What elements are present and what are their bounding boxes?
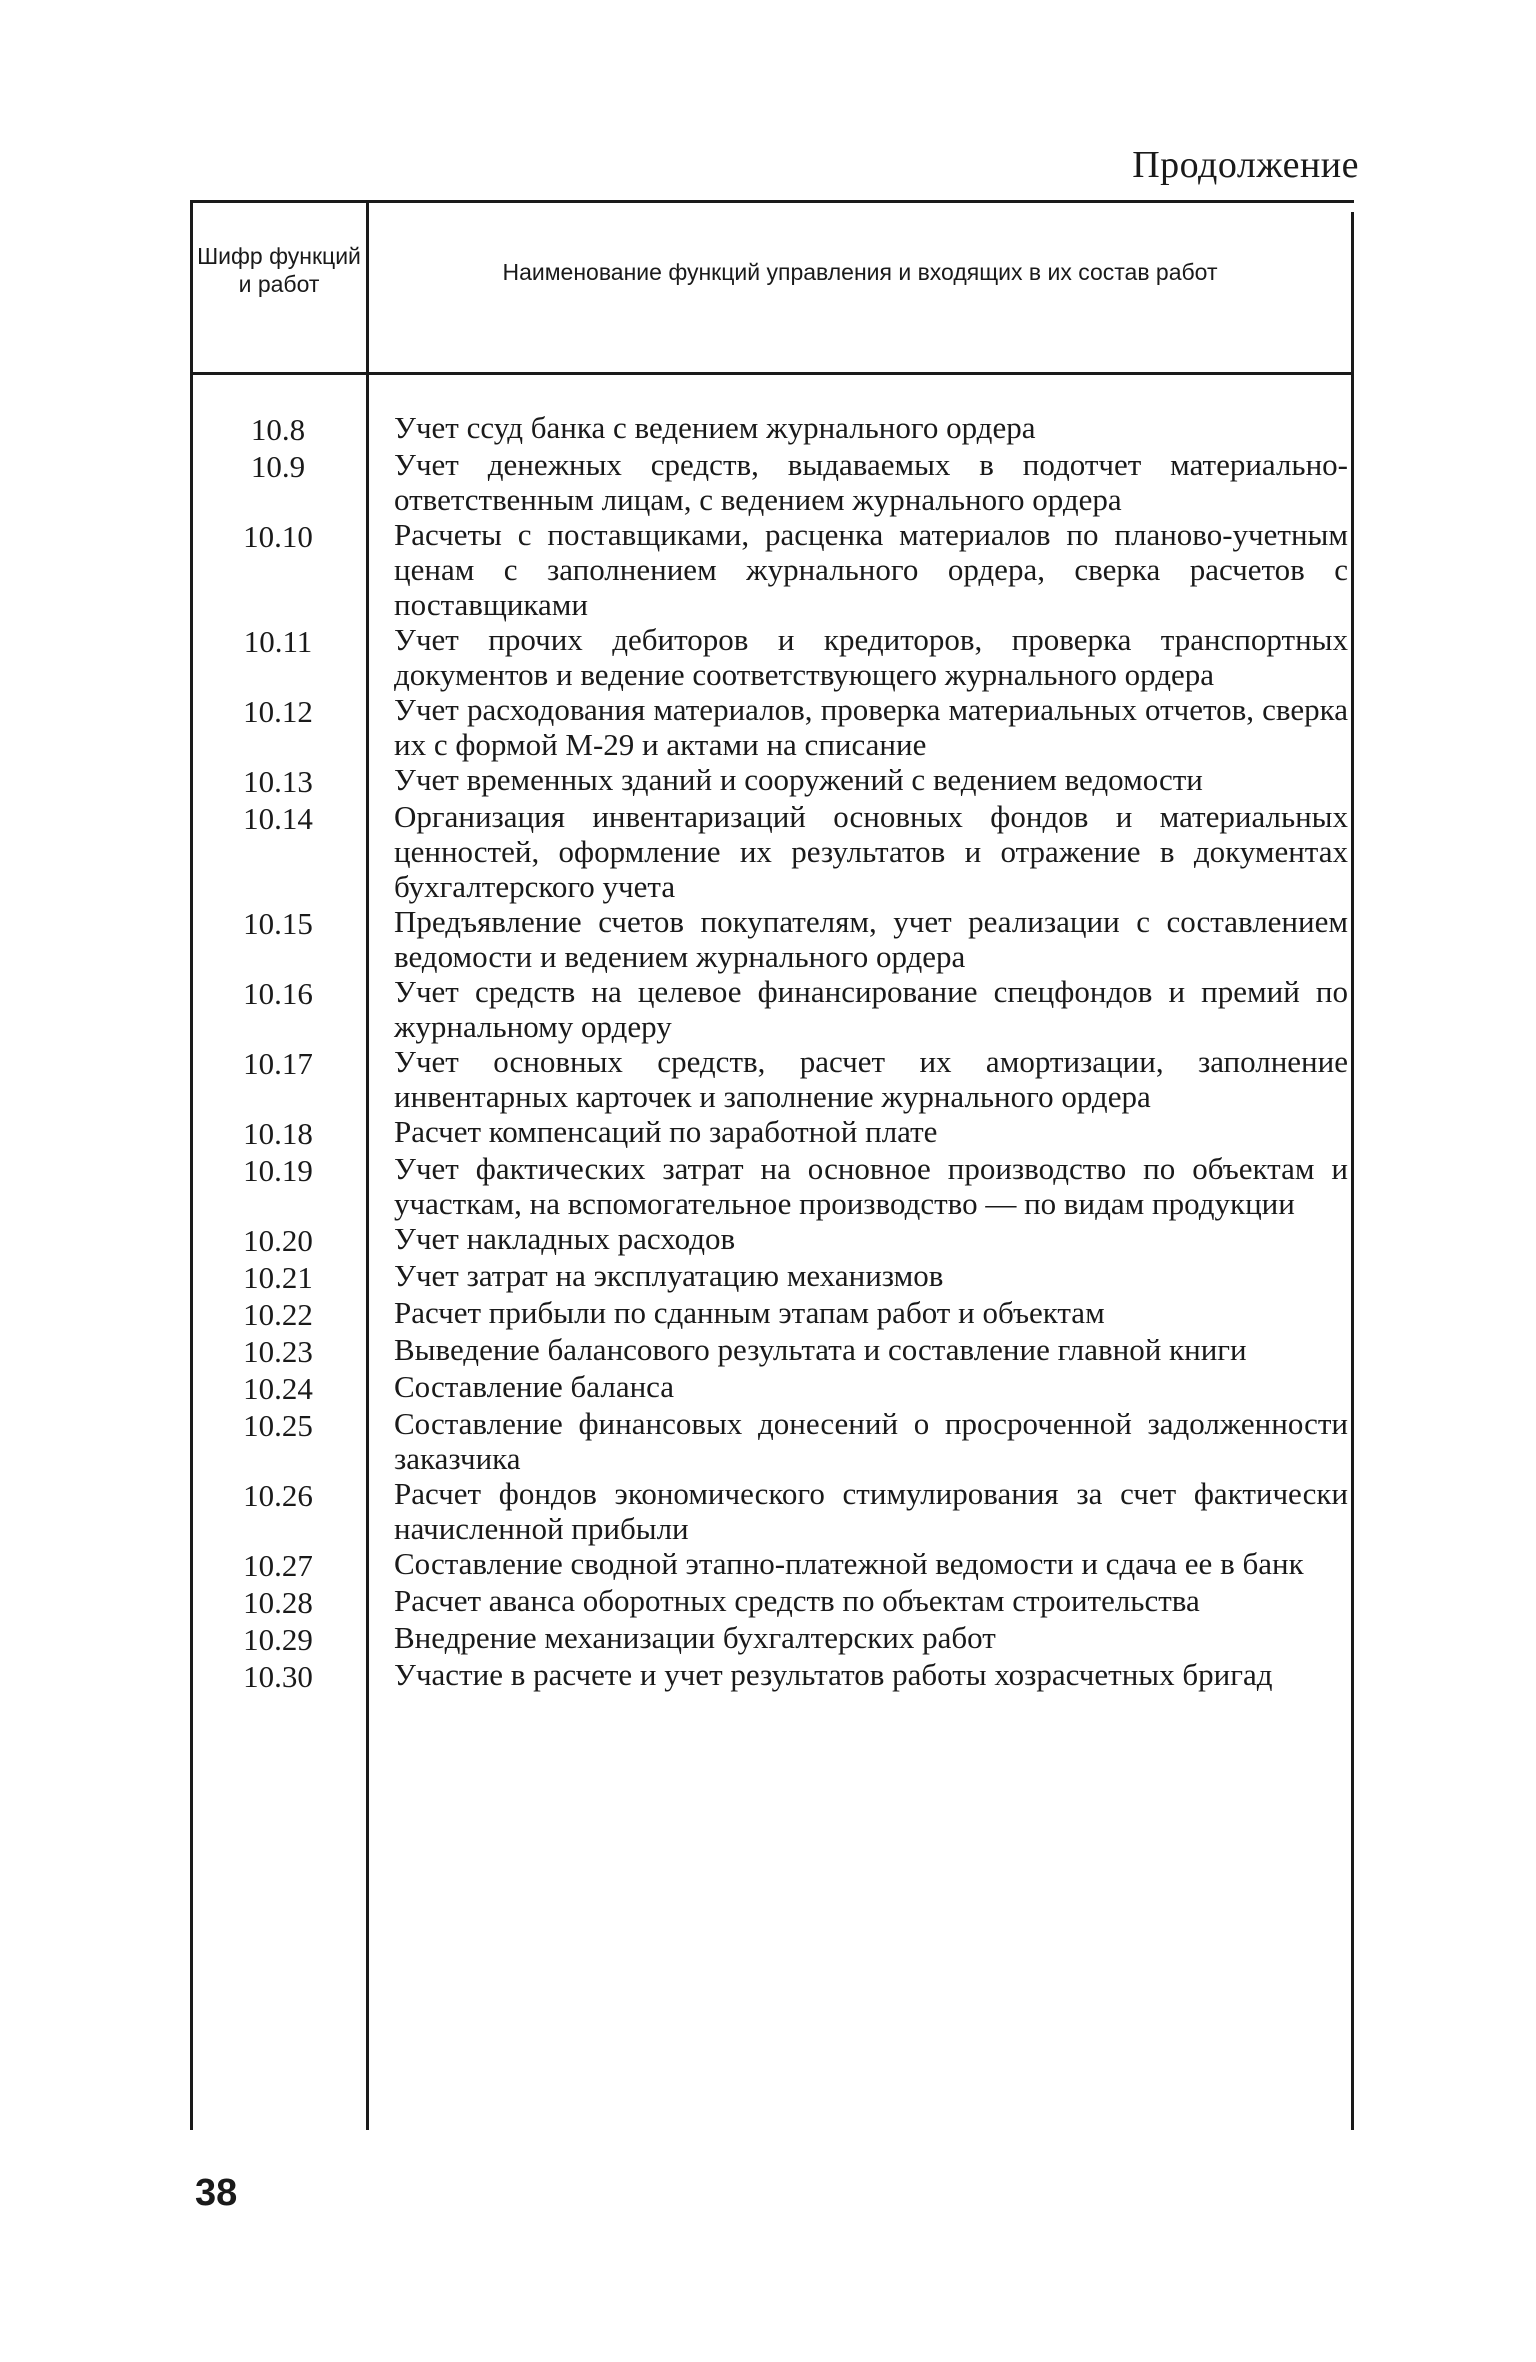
function-code: 10.18 bbox=[243, 1116, 313, 1151]
function-name: Учет средств на целевое финансирование спецфондов и премий по журнальному ордеру bbox=[394, 974, 1348, 1044]
table-row bbox=[190, 1295, 1354, 1332]
page-number: 38 bbox=[195, 2172, 238, 2214]
table-row bbox=[190, 1151, 1354, 1221]
function-name: Участие в расчете и учет результатов работы хозрасчетных бригад bbox=[394, 1657, 1273, 1692]
function-name: Учет затрат на эксплуатацию механизмов bbox=[394, 1258, 944, 1293]
function-code: 10.25 bbox=[243, 1408, 313, 1443]
table-row bbox=[190, 1258, 1354, 1295]
function-name: Учет накладных расходов bbox=[394, 1221, 736, 1256]
function-name: Расчет прибыли по сданным этапам работ и объектам bbox=[394, 1295, 1105, 1330]
table-row bbox=[190, 904, 1354, 974]
function-name: Предъявление счетов покупателям, учет реализации с составлением ведомости и ведением журнального ордера bbox=[394, 904, 1348, 974]
table-row bbox=[190, 1546, 1354, 1583]
table-row bbox=[190, 762, 1354, 799]
table-row bbox=[190, 410, 1354, 447]
function-name: Организация инвентаризаций основных фондов и материальных ценностей, оформление их результатов и отражение в документах бухгалтерского учета bbox=[394, 799, 1348, 904]
table-row bbox=[190, 799, 1354, 904]
table-row bbox=[190, 1583, 1354, 1620]
function-name: Составление баланса bbox=[394, 1369, 675, 1404]
function-code: 10.19 bbox=[243, 1153, 313, 1188]
function-name: Учет денежных средств, выдаваемых в подотчет материально-ответственным лицам, с ведением журнального ордера bbox=[394, 447, 1348, 517]
function-code: 10.30 bbox=[243, 1659, 313, 1694]
function-code: 10.15 bbox=[243, 906, 313, 941]
function-code: 10.28 bbox=[243, 1585, 313, 1620]
function-code: 10.9 bbox=[250, 449, 306, 484]
function-name: Учет прочих дебиторов и кредиторов, проверка транспортных документов и ведение соответствующего журнального ордера bbox=[394, 622, 1348, 692]
function-name: Расчет компенсаций по заработной плате bbox=[394, 1114, 938, 1149]
table-top-rule bbox=[190, 200, 1354, 203]
header-bottom-rule bbox=[190, 372, 1354, 375]
table-body bbox=[190, 410, 1354, 1694]
function-name: Учет основных средств, расчет их амортизации, заполнение инвентарных карточек и заполнение журнального ордера bbox=[394, 1044, 1348, 1114]
function-code: 10.22 bbox=[243, 1297, 313, 1332]
function-name: Учет фактических затрат на основное производство по объектам и участкам, на вспомогательное производство — по видам продукции bbox=[394, 1151, 1348, 1221]
table-row bbox=[190, 1044, 1354, 1114]
function-name: Учет ссуд банка с ведением журнального ордера bbox=[394, 410, 1036, 445]
table-row bbox=[190, 974, 1354, 1044]
table-row bbox=[190, 1332, 1354, 1369]
table-row bbox=[190, 622, 1354, 692]
function-name: Учет временных зданий и сооружений с ведением ведомости bbox=[394, 762, 1203, 797]
table-row bbox=[190, 447, 1354, 517]
function-name: Составление сводной этапно-платежной ведомости и сдача ее в банк bbox=[394, 1546, 1304, 1581]
table-row bbox=[190, 517, 1354, 622]
function-name: Составление финансовых донесений о просроченной задолженности заказчика bbox=[394, 1406, 1348, 1476]
table-row bbox=[190, 1369, 1354, 1406]
function-code: 10.11 bbox=[243, 624, 313, 659]
table-row bbox=[190, 1657, 1354, 1694]
function-name: Внедрение механизации бухгалтерских работ bbox=[394, 1620, 996, 1655]
function-code: 10.10 bbox=[243, 519, 313, 554]
function-name: Выведение балансового результата и составление главной книги bbox=[394, 1332, 1247, 1367]
function-code: 10.26 bbox=[243, 1478, 313, 1513]
function-code: 10.16 bbox=[243, 976, 313, 1011]
table-row bbox=[190, 1114, 1354, 1151]
function-code: 10.29 bbox=[243, 1622, 313, 1657]
table-row bbox=[190, 1620, 1354, 1657]
function-code: 10.24 bbox=[243, 1371, 313, 1406]
table-row bbox=[190, 1221, 1354, 1258]
header-name-column: Наименование функций управления и входящих в их состав работ bbox=[502, 259, 1218, 285]
function-name: Расчет фондов экономического стимулирования за счет фактически начисленной прибыли bbox=[394, 1476, 1348, 1546]
function-code: 10.8 bbox=[250, 412, 306, 447]
table-row bbox=[190, 692, 1354, 762]
table-row bbox=[190, 1406, 1354, 1476]
continuation-label: Продолжение bbox=[1132, 144, 1359, 186]
function-code: 10.21 bbox=[243, 1260, 313, 1295]
function-code: 10.13 bbox=[243, 764, 313, 799]
function-name: Расчет аванса оборотных средств по объектам строительства bbox=[394, 1583, 1200, 1618]
function-code: 10.14 bbox=[243, 801, 313, 836]
function-code: 10.12 bbox=[243, 694, 313, 729]
function-name: Расчеты с поставщиками, расценка материалов по планово-учетным ценам с заполнением журнального ордера, сверка расчетов с поставщиками bbox=[394, 517, 1348, 622]
table-row bbox=[190, 1476, 1354, 1546]
function-code: 10.27 bbox=[243, 1548, 313, 1583]
function-code: 10.20 bbox=[243, 1223, 313, 1258]
function-code: 10.23 bbox=[243, 1334, 313, 1369]
function-name: Учет расходования материалов, проверка материальных отчетов, сверка их с формой М-29 и актами на списание bbox=[394, 692, 1348, 762]
function-code: 10.17 bbox=[243, 1046, 313, 1081]
header-code-column: Шифр функций и работ bbox=[197, 243, 361, 297]
functions-table bbox=[190, 200, 1354, 2130]
